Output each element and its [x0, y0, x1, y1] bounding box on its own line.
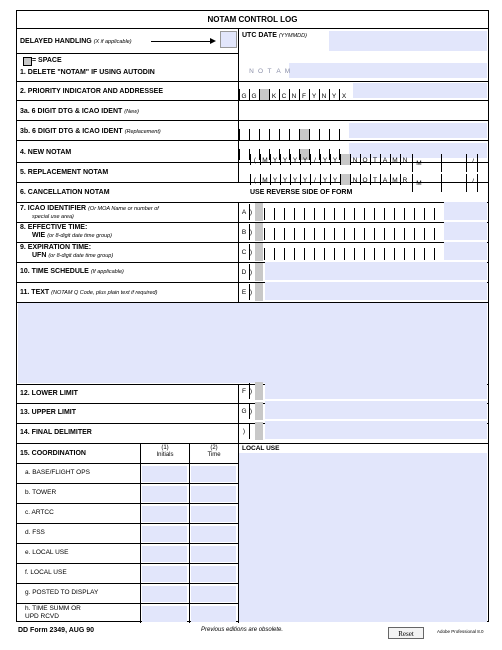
- new-notam-cell-space-cell: [341, 154, 350, 165]
- new-notam-cell-char: Y: [322, 157, 328, 164]
- field-letter-a: A: [241, 209, 247, 216]
- new-notam-cell-char: M: [392, 157, 398, 164]
- field-space-cell: [255, 402, 263, 420]
- field-divider: [284, 248, 285, 260]
- field-fill: [444, 222, 487, 240]
- coordination-time-field: [191, 506, 236, 522]
- coordination-initials-field: [142, 506, 187, 522]
- repl-notam-cell-char: R: [402, 177, 408, 184]
- field-divider: [304, 208, 305, 220]
- new-notam-cell-divider: [466, 154, 467, 172]
- notam-hint-letter: N: [249, 68, 254, 75]
- field-divider: [324, 208, 325, 220]
- notam-hint-letter: M: [284, 68, 291, 75]
- field-divider: [404, 228, 405, 240]
- coordination-time-field: [191, 526, 236, 542]
- form-title: NOTAM CONTROL LOG: [207, 15, 298, 24]
- coordination-time-field: [191, 466, 236, 482]
- dtg-3a-cell-divider: [329, 129, 330, 140]
- column-rule: [189, 443, 190, 623]
- row-6-value: USE REVERSE SIDE OF FORM: [250, 189, 353, 196]
- repl-notam-cell-char: O: [362, 177, 368, 184]
- new-notam-cell-divider: [412, 154, 413, 172]
- delayed-handling-label: DELAYED HANDLING (X if applicable): [20, 38, 132, 45]
- field-space-cell: [255, 422, 263, 440]
- field-space-cell: [255, 243, 263, 261]
- field-divider: [264, 228, 265, 240]
- notam-hint-letter: O: [257, 68, 264, 75]
- initials-header: (1) Initials: [156, 445, 174, 458]
- field-letter-g: G: [241, 408, 247, 415]
- field-divider: [384, 208, 385, 220]
- field-letter-e: E: [241, 289, 247, 296]
- row-7-label: 7. ICAO IDENTIFIER (Or MOA Name or number of: [20, 205, 159, 212]
- time-header: (2) Time: [207, 445, 221, 458]
- repl-notam-cell-divider: [466, 174, 467, 192]
- priority-cell-char: K: [271, 93, 277, 100]
- field-divider: [364, 228, 365, 240]
- rule: [17, 523, 239, 524]
- field-paren: ): [249, 269, 253, 276]
- rule: [17, 222, 488, 223]
- repl-notam-cell-char: N: [352, 177, 358, 184]
- field-fill: [265, 381, 487, 399]
- previous-editions-note: Previous editions are obsolete.: [201, 627, 284, 633]
- field-divider: [354, 248, 355, 260]
- field-divider: [414, 208, 415, 220]
- new-notam-cell-char: Y: [282, 157, 288, 164]
- field-space-cell: [255, 382, 263, 400]
- field-fill: [265, 401, 487, 419]
- new-notam-cell-char: Y: [292, 157, 298, 164]
- notam-hint-letter: T: [267, 68, 272, 75]
- coordination-item: UPD RCVD: [25, 613, 59, 620]
- coordination-item: b. TOWER: [25, 489, 57, 496]
- rule: [17, 140, 488, 141]
- dtg-3a-cell-divider: [269, 129, 270, 140]
- rule: [17, 563, 239, 564]
- field-fill: [444, 242, 487, 260]
- adobe-version: Adobe Professional 8.0: [437, 629, 484, 634]
- field-divider: [334, 248, 335, 260]
- arrow-right-icon: [151, 41, 211, 42]
- field-divider: [294, 248, 295, 260]
- field-divider: [424, 248, 425, 260]
- field-divider: [249, 383, 250, 399]
- priority-cell-char: C: [281, 93, 287, 100]
- row-7-hint: special use area): [32, 214, 74, 220]
- new-notam-cell-char: O: [362, 157, 368, 164]
- field-divider: [374, 228, 375, 240]
- priority-cell-char: Y: [331, 93, 337, 100]
- new-notam-cell-char: M: [262, 157, 268, 164]
- coordination-time-field: [191, 486, 236, 502]
- dtg-3a-cell-divider: [319, 129, 320, 140]
- row-1-field-fill: [289, 63, 487, 78]
- dtg-3a-cell-divider: [239, 129, 240, 140]
- repl-notam-cell-char: A: [382, 177, 388, 184]
- field-divider: [284, 228, 285, 240]
- repl-notam-cell-char: Y: [272, 177, 278, 184]
- field-divider: [414, 228, 415, 240]
- new-notam-cell-slash: /: [472, 158, 474, 165]
- new-notam-cell-char: (: [253, 157, 257, 164]
- field-divider: [424, 208, 425, 220]
- field-space-cell: [255, 263, 263, 281]
- coordination-item: e. LOCAL USE: [25, 549, 69, 556]
- field-divider: [264, 248, 265, 260]
- repl-notam-cell-m: M: [416, 180, 422, 187]
- repl-notam-cell-char: (: [253, 177, 257, 184]
- form-number: DD Form 2349, AUG 90: [18, 627, 94, 634]
- priority-cell-char: Y: [311, 93, 317, 100]
- priority-field-fill: [353, 83, 487, 98]
- coordination-time-field: [191, 566, 236, 582]
- rule: [17, 463, 239, 464]
- field-divider: [434, 248, 435, 260]
- field-divider: [374, 208, 375, 220]
- dtg-3a-cell-divider: [289, 129, 290, 140]
- repl-notam-cell-char: Y: [292, 177, 298, 184]
- row-12-label: 12. LOWER LIMIT: [20, 390, 78, 397]
- field-divider: [314, 228, 315, 240]
- row-15-label: 15. COORDINATION: [20, 450, 86, 457]
- new-notam-cell-m: M: [416, 160, 422, 167]
- rule: [17, 81, 488, 82]
- repl-notam-cell-char: Y: [282, 177, 288, 184]
- rule: [17, 583, 239, 584]
- coordination-item: d. FSS: [25, 529, 45, 536]
- field-divider: [384, 248, 385, 260]
- field-divider: [249, 204, 250, 220]
- rule: [17, 120, 488, 121]
- field-divider: [304, 248, 305, 260]
- notam-text-area[interactable]: [18, 303, 487, 383]
- row-10-label: 10. TIME SCHEDULE (If applicable): [20, 268, 124, 275]
- repl-notam-cell-char: T: [373, 177, 377, 184]
- field-divider: [394, 208, 395, 220]
- new-notam-cell-char: A: [382, 157, 388, 164]
- coordination-initials-field: [142, 486, 187, 502]
- field-divider: [354, 208, 355, 220]
- field-divider: [414, 248, 415, 260]
- row-3b-label: 3b. 6 DIGIT DTG & ICAO IDENT (Replacement): [20, 128, 161, 135]
- coordination-initials-field: [142, 546, 187, 562]
- new-notam-cell-char: Y: [272, 157, 278, 164]
- field-divider: [404, 208, 405, 220]
- field-divider: [274, 208, 275, 220]
- field-divider: [344, 248, 345, 260]
- repl-notam-cell-char: M: [262, 177, 268, 184]
- field-divider: [384, 228, 385, 240]
- row-14-label: 14. FINAL DELIMITER: [20, 429, 92, 436]
- field-paren: ): [249, 388, 253, 395]
- notam-hint-letter: A: [276, 68, 281, 75]
- coordination-item: f. LOCAL USE: [25, 569, 67, 576]
- field-divider: [394, 228, 395, 240]
- new-notam-cell-divider: [441, 154, 442, 172]
- field-divider: [249, 284, 250, 300]
- dtg-3a-cell-divider: [259, 129, 260, 140]
- field-divider: [354, 228, 355, 240]
- field-space-cell: [255, 223, 263, 241]
- priority-cell-space-cell: [260, 89, 269, 100]
- field-fill: [265, 421, 487, 439]
- coordination-initials-field: [142, 566, 187, 582]
- coordination-initials-field: [142, 466, 187, 482]
- dtg-3a-cell-divider: [249, 129, 250, 140]
- new-notam-cell-char: N: [402, 157, 408, 164]
- rule: [17, 603, 239, 604]
- priority-cell-char: G: [241, 93, 247, 100]
- coordination-time-field: [191, 546, 236, 562]
- coordination-item: c. ARTCC: [25, 509, 54, 516]
- field-letter-c: C: [241, 249, 247, 256]
- row-8-sub: WIE (or 8-digit date time group): [32, 232, 112, 239]
- field-divider: [249, 423, 250, 439]
- delayed-handling-checkbox[interactable]: [220, 31, 237, 48]
- coordination-initials-field: [142, 606, 187, 622]
- field-divider: [364, 248, 365, 260]
- row-9-sub: UFN (or 8-digit date time group): [32, 252, 114, 259]
- dtg-3a-cell-space-cell: [300, 129, 309, 140]
- field-letter-d: D: [241, 269, 247, 276]
- notam-control-log-form: [16, 10, 489, 622]
- coordination-time-field: [191, 606, 236, 622]
- field-divider: [424, 228, 425, 240]
- rule: [17, 242, 488, 243]
- coordination-time-field: [191, 586, 236, 602]
- column-rule: [140, 443, 141, 623]
- rule: [17, 202, 488, 203]
- field-space-cell: [255, 203, 263, 221]
- rule: [17, 503, 239, 504]
- field-fill: [444, 202, 487, 220]
- space-swatch: [23, 57, 32, 66]
- new-notam-cell-char: /: [314, 157, 316, 164]
- field-paren: ): [249, 229, 253, 236]
- field-divider: [314, 208, 315, 220]
- field-letter-f: F: [242, 388, 246, 395]
- new-notam-cell-char: Y: [332, 157, 338, 164]
- coordination-item: g. POSTED TO DISPLAY: [25, 589, 99, 596]
- row-1-label: 1. DELETE "NOTAM" IF USING AUTODIN: [20, 69, 155, 76]
- field-paren: ): [249, 209, 253, 216]
- field-divider: [344, 208, 345, 220]
- field-paren: ): [242, 428, 246, 435]
- priority-cell-char: G: [251, 93, 257, 100]
- new-notam-cell-divider: [477, 154, 478, 172]
- dtg-3a-cell-divider: [309, 129, 310, 140]
- field-divider: [364, 208, 365, 220]
- repl-notam-cell-char: /: [314, 177, 316, 184]
- field-divider: [294, 208, 295, 220]
- field-divider: [284, 208, 285, 220]
- utc-date-label: UTC DATE (YYMMDD): [242, 32, 307, 39]
- dtg-3a-cell-divider: [339, 129, 340, 140]
- field-divider: [249, 403, 250, 419]
- repl-notam-cell-char: Y: [332, 177, 338, 184]
- priority-cell-char: X: [341, 93, 347, 100]
- row-4-label: 4. NEW NOTAM: [20, 149, 72, 156]
- field-divider: [294, 228, 295, 240]
- field-divider: [334, 228, 335, 240]
- row-6-label: 6. CANCELLATION NOTAM: [20, 189, 110, 196]
- coordination-item: a. BASE/FLIGHT OPS: [25, 469, 90, 476]
- repl-notam-cell-char: Y: [302, 177, 308, 184]
- rule: [17, 53, 239, 54]
- repl-notam-cell-char: Y: [322, 177, 328, 184]
- rule: [17, 28, 488, 29]
- field-divider: [344, 228, 345, 240]
- field-divider: [249, 244, 250, 260]
- row-3a-label: 3a. 6 DIGIT DTG & ICAO IDENT (New): [20, 108, 139, 115]
- field-divider: [314, 248, 315, 260]
- field-paren: ): [249, 289, 253, 296]
- row-8-label: 8. EFFECTIVE TIME:: [20, 224, 88, 231]
- field-letter-b: B: [241, 229, 247, 236]
- field-divider: [304, 228, 305, 240]
- field-divider: [249, 264, 250, 280]
- field-fill: [265, 262, 487, 280]
- rule: [17, 543, 239, 544]
- dtg-3a-cell-fill: [349, 123, 487, 138]
- utc-date-field[interactable]: [329, 31, 487, 51]
- repl-notam-cell-divider: [412, 174, 413, 192]
- repl-notam-cell-space-cell: [341, 174, 350, 185]
- repl-notam-cell-slash: /: [472, 178, 474, 185]
- row-2-label: 2. PRIORITY INDICATOR AND ADDRESSEE: [20, 88, 164, 95]
- repl-notam-cell-divider: [441, 174, 442, 192]
- field-divider: [404, 248, 405, 260]
- coordination-initials-field: [142, 586, 187, 602]
- field-paren: ): [249, 249, 253, 256]
- local-use-area[interactable]: [239, 453, 487, 622]
- repl-notam-cell-char: M: [392, 177, 398, 184]
- field-divider: [434, 228, 435, 240]
- dtg-3b-cell-divider: [239, 149, 240, 160]
- field-divider: [434, 208, 435, 220]
- coordination-item: h. TIME SUMM OR: [25, 605, 81, 612]
- field-divider: [274, 228, 275, 240]
- field-paren: ): [249, 408, 253, 415]
- field-divider: [334, 208, 335, 220]
- priority-cell-char: N: [321, 93, 327, 100]
- field-divider: [324, 248, 325, 260]
- priority-cell-char: F: [302, 93, 306, 100]
- rule: [17, 483, 239, 484]
- space-note: = SPACE: [32, 57, 62, 64]
- dtg-3a-cell-divider: [279, 129, 280, 140]
- reset-button[interactable]: Reset: [388, 627, 424, 639]
- new-notam-cell-char: N: [352, 157, 358, 164]
- field-divider: [249, 224, 250, 240]
- field-divider: [324, 228, 325, 240]
- row-11-label: 11. TEXT (NOTAM Q Code, plus plain text if required): [20, 289, 158, 296]
- local-use-header: LOCAL USE: [242, 445, 280, 452]
- field-divider: [264, 208, 265, 220]
- row-9-label: 9. EXPIRATION TIME:: [20, 244, 92, 251]
- field-divider: [374, 248, 375, 260]
- arrow-head-icon: [210, 38, 216, 44]
- field-divider: [394, 248, 395, 260]
- row-13-label: 13. UPPER LIMIT: [20, 409, 77, 416]
- rule: [17, 443, 488, 444]
- new-notam-cell-char: T: [373, 157, 377, 164]
- coordination-initials-field: [142, 526, 187, 542]
- field-divider: [274, 248, 275, 260]
- row-5-label: 5. REPLACEMENT NOTAM: [20, 169, 109, 176]
- field-fill: [265, 282, 487, 300]
- field-space-cell: [255, 283, 263, 301]
- new-notam-cell-char: Y: [302, 157, 308, 164]
- priority-cell-char: N: [291, 93, 297, 100]
- repl-notam-cell-divider: [477, 174, 478, 192]
